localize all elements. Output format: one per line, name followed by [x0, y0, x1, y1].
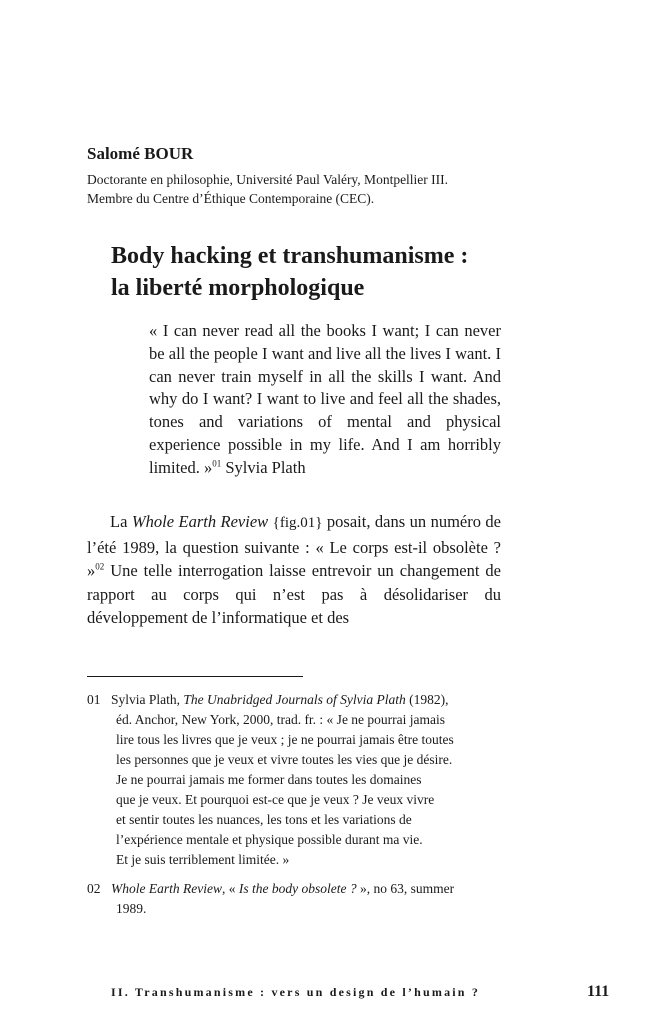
- footnote-01: [87, 690, 507, 870]
- footnote-number: 02: [87, 881, 101, 896]
- body-part-1: La: [110, 512, 132, 531]
- epigraph: [149, 320, 501, 480]
- footnote-line: Whole Earth Review, « Is the body obsolete ? », no 63, summer: [111, 881, 455, 896]
- footnote-line: l’expérience mentale et physique possible durant ma vie.: [116, 832, 423, 847]
- article-title: [111, 240, 468, 304]
- running-footer: II. Transhumanisme : vers un design de l’humain ?: [111, 985, 481, 999]
- body-journal-title: Whole Earth Review: [131, 512, 269, 531]
- title-line-2: la liberté morphologique: [111, 275, 365, 301]
- epigraph-attribution: Sylvia Plath: [225, 457, 306, 477]
- body-part-2: posait, dans un numéro de l’été 1989, la question suivante : « Le corps est-il obsolète ? »: [87, 512, 502, 580]
- footnote-line: éd. Anchor, New York, 2000, trad. fr. : « Je ne pourrai jamais: [116, 712, 446, 727]
- footnote-line: Je ne pourrai jamais me former dans toutes les domaines: [116, 772, 422, 787]
- footnote-line: que je veux. Et pourquoi est-ce que je veux ? Je veux vivre: [116, 792, 435, 807]
- author-name: Salomé BOUR: [87, 144, 194, 163]
- epigraph-note-marker[interactable]: 01: [212, 458, 222, 469]
- body-paragraph: [87, 510, 501, 630]
- body-part-3: Une telle interrogation laisse entrevoir un changement de rapport au corps qui n’est pas à désolidariser du développement de l’informatique et des: [87, 561, 501, 627]
- footnote-work-title: The Unabridged Journals of Sylvia Plath: [183, 692, 406, 707]
- figure-reference[interactable]: {fig.01}: [272, 515, 323, 531]
- footnote-line: 1989.: [116, 901, 147, 916]
- footnote-line: lire tous les livres que je veux ; je ne pourrai jamais être toutes: [116, 732, 454, 747]
- footnote-line: Et je suis terriblement limitée. »: [116, 852, 290, 867]
- footnote-line: et sentir toutes les nuances, les tons et les variations de: [116, 812, 412, 827]
- author-affiliation-1: Doctorante en philosophie, Université Paul Valéry, Montpellier III.: [87, 172, 449, 187]
- author-affiliation-2: Membre du Centre d’Éthique Contemporaine (CEC).: [87, 191, 375, 206]
- footnote-separator: [87, 676, 303, 677]
- footnote-article-title: Is the body obsolete ?: [238, 881, 357, 896]
- body-note-marker[interactable]: 02: [95, 561, 105, 572]
- footnote-number: 01: [87, 692, 101, 707]
- title-line-1: Body hacking et transhumanisme :: [111, 243, 469, 269]
- footnote-journal-title: Whole Earth Review: [111, 881, 222, 896]
- epigraph-text: « I can never read all the books I want; I can never be all the people I want and live all the lives I want. I can never train myself in all the skills I want. And why do I want? I want to live and feel all the shades, tones and variations of mental and physical experience possible in my life. And I am horribly limited. »: [149, 321, 501, 477]
- page-number: 111: [587, 983, 610, 1000]
- footnote-02: [87, 879, 507, 919]
- footnote-line: les personnes que je veux et vivre toutes les vies que je désire.: [116, 752, 453, 767]
- footnote-line: Sylvia Plath, The Unabridged Journals of Sylvia Plath (1982),: [111, 692, 449, 707]
